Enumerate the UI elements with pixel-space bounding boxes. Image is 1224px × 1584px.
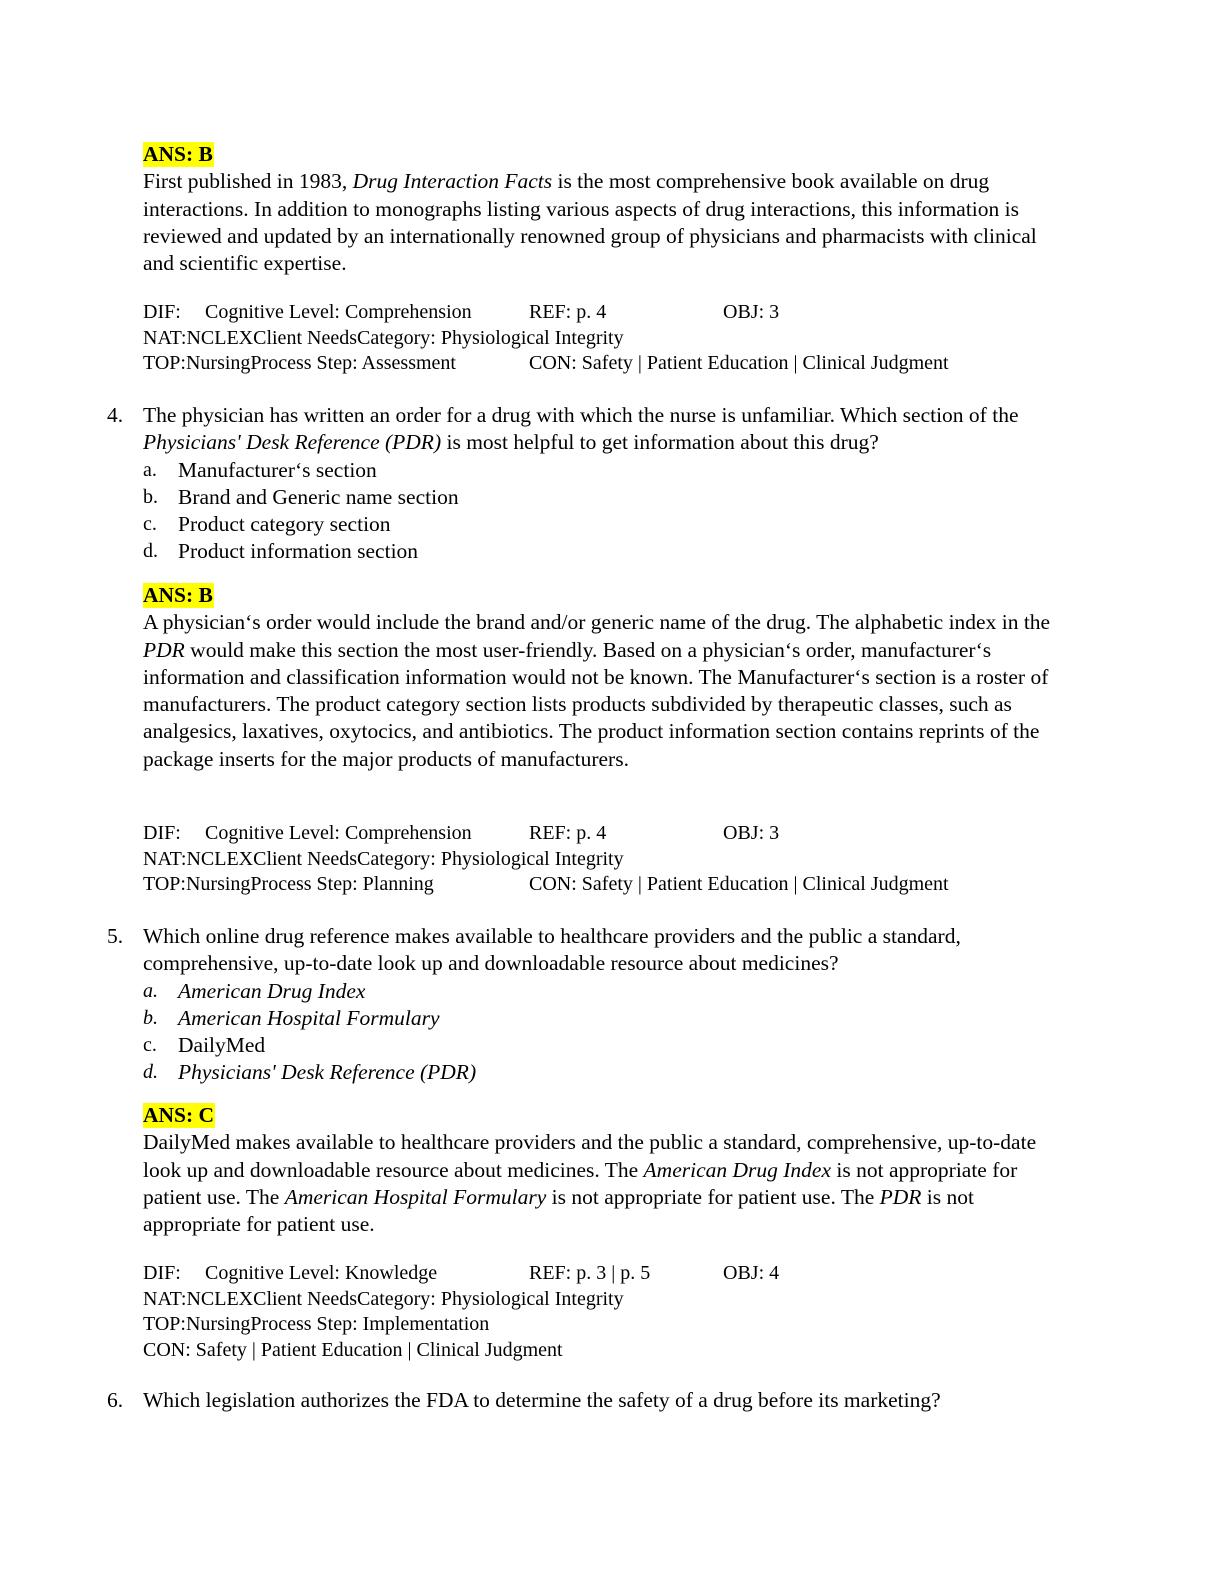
rationale: First published in 1983, Drug Interaction Facts is the most comprehensive book available on drug interactions. In addition to monographs listing various aspects of drug interactions, this information is reviewed and updated by an internationally renowned group of physicians and pharmacists with clinical and scientific expertise.	[143, 169, 1037, 276]
option-a: a. Manufacturer‘s section	[143, 457, 377, 482]
options-list	[143, 457, 1067, 566]
question-number: 4.	[107, 403, 124, 427]
rationale: DailyMed makes available to healthcare providers and the public a standard, comprehensive, up-to-date look up and downloadable resource about medicines. The American Drug Index is not appropriate for patient use. The American Hospital Formulary is not appropriate for patient use. The PDR is not appropriate for patient use.	[143, 1130, 1037, 1237]
question-6	[107, 1387, 1067, 1414]
metadata-q3: DIF: Cognitive Level: Comprehension REF: p. 4 OBJ: 3 NAT:NCLEXClient NeedsCategory: Physiological Integrity TOP:NursingProcess Step: Assessment CON: Safety | Patient Education | Clinical Judgment	[143, 301, 949, 374]
question-stem: Which online drug reference makes available to healthcare providers and the public a standard, comprehensive, up-to-date look up and downloadable resource about medicines?	[143, 924, 961, 976]
question-stem: The physician has written an order for a drug with which the nurse is unfamiliar. Which section of the Physicians' Desk Reference (PDR) is most helpful to get information about this drug?	[143, 403, 1019, 455]
question-stem: Which legislation authorizes the FDA to determine the safety of a drug before its marketing?	[143, 1388, 941, 1412]
option-a: a. American Drug Index	[143, 978, 366, 1003]
option-d: d. Product information section	[143, 539, 419, 564]
question-number: 6.	[107, 1388, 124, 1412]
answer-block-q4	[143, 582, 1073, 773]
answer-key: ANS: C	[143, 1103, 215, 1127]
question-4	[107, 402, 1067, 566]
answer-key: ANS: B	[143, 142, 213, 166]
answer-block-q5	[143, 1102, 1073, 1238]
options-list	[143, 978, 1067, 1087]
option-c: c. DailyMed	[143, 1033, 266, 1058]
option-b: b. Brand and Generic name section	[143, 484, 459, 509]
option-d: d. Physicians' Desk Reference (PDR)	[143, 1060, 477, 1085]
metadata-q4: DIF: Cognitive Level: Comprehension REF: p. 4 OBJ: 3 NAT:NCLEXClient NeedsCategory: Physiological Integrity TOP:NursingProcess Step: Planning CON: Safety | Patient Education | Clinical Judgment	[143, 822, 949, 895]
rationale: A physician‘s order would include the brand and/or generic name of the drug. The alphabetic index in the PDR would make this section the most user-friendly. Based on a physician‘s order, manufacturer‘s information and classification information would not be known. The Manufacturer‘s section is a roster of manufacturers. The product category section lists products subdivided by therapeutic classes, such as analgesics, laxatives, oxytocics, and antibiotics. The product information section contains reprints of the package inserts for the major products of manufacturers.	[143, 610, 1051, 771]
question-number: 5.	[107, 924, 124, 948]
answer-block-q3	[143, 141, 1073, 277]
answer-key: ANS: B	[143, 583, 213, 607]
question-5	[107, 923, 1067, 1087]
option-b: b. American Hospital Formulary	[143, 1005, 440, 1030]
metadata-q5: DIF: Cognitive Level: Knowledge REF: p. 3 | p. 5 OBJ: 4 NAT:NCLEXClient NeedsCategory: Physiological Integrity TOP:NursingProcess Step: Implementation CON: Safety | Patient Education | Clinical Judgment	[143, 1262, 780, 1361]
option-c: c. Product category section	[143, 512, 391, 537]
